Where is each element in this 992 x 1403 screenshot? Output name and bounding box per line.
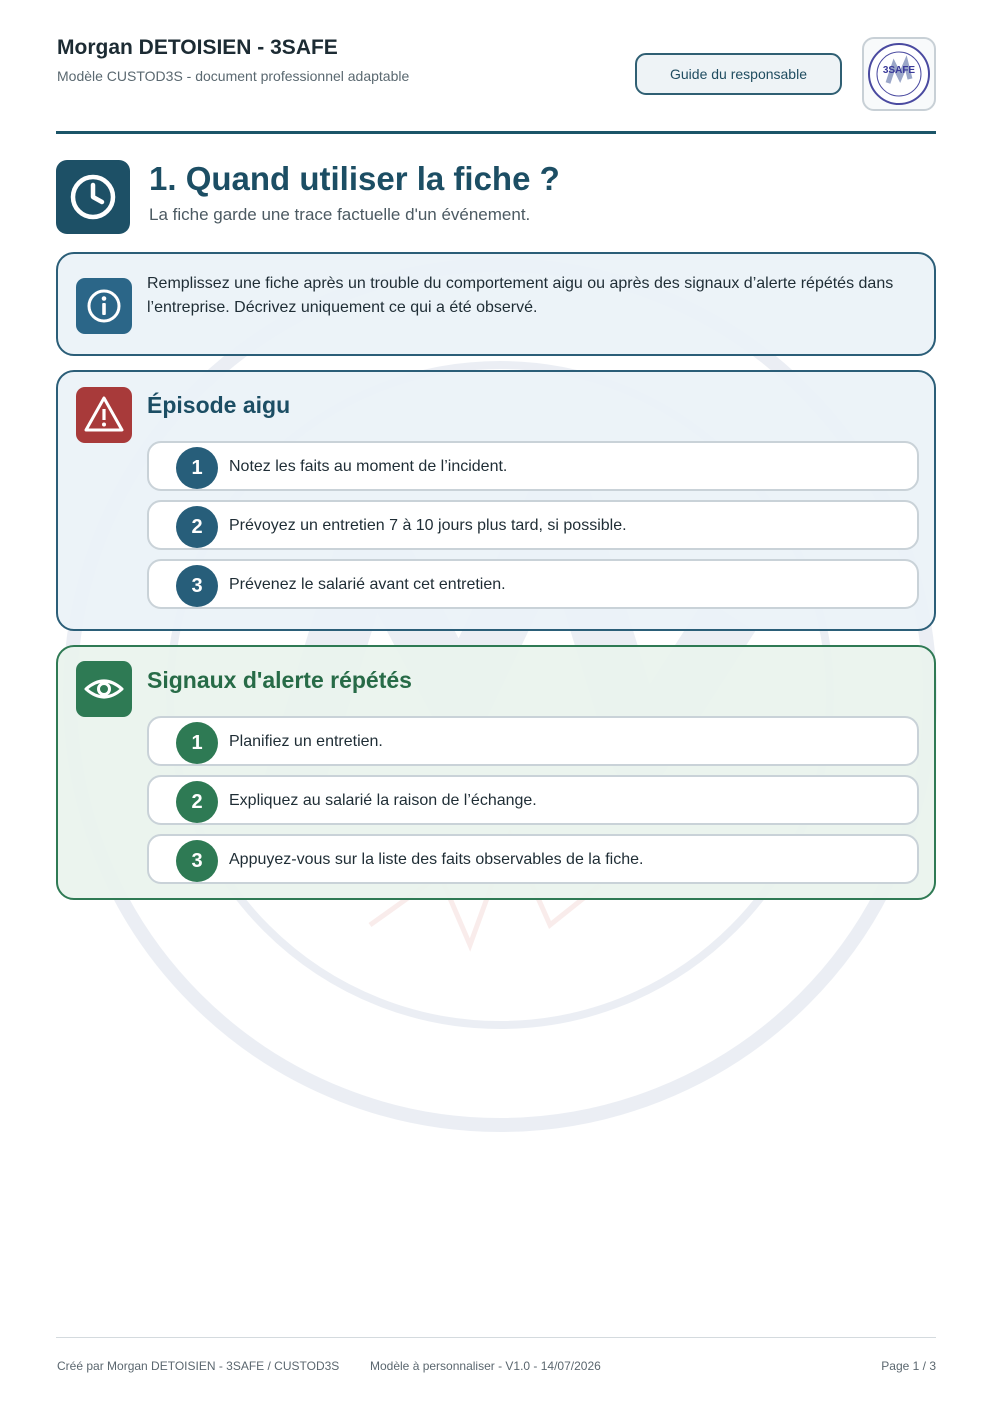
acute-episode-title: Épisode aigu	[147, 392, 291, 418]
warning-icon	[76, 387, 132, 443]
step-number-badge: 3	[176, 565, 218, 607]
footer-model-version: Modèle à personnaliser - V1.0 - 14/07/2026	[370, 1359, 601, 1373]
info-box	[56, 252, 936, 356]
step-number-badge: 1	[176, 447, 218, 489]
clock-icon	[56, 160, 130, 234]
step-text: Prévoyez un entretien 7 à 10 jours plus tard, si possible.	[229, 517, 627, 534]
step-text: Planifiez un entretien.	[229, 733, 383, 750]
step-text: Expliquez au salarié la raison de l’échange.	[229, 792, 537, 809]
info-icon	[76, 278, 132, 334]
company-logo	[862, 37, 936, 111]
step-text: Notez les faits au moment de l’incident.	[229, 458, 508, 475]
header-divider	[56, 131, 936, 134]
document-subtitle: Modèle CUSTOD3S - document professionnel adaptable	[57, 68, 410, 84]
step-number-badge: 1	[176, 722, 218, 764]
signals-step-2	[147, 775, 919, 825]
step-text: Appuyez-vous sur la liste des faits observables de la fiche.	[229, 851, 644, 868]
section-title: 1. Quand utiliser la fiche ?	[149, 160, 560, 197]
step-number-badge: 2	[176, 781, 218, 823]
step-text: Prévenez le salarié avant cet entretien.	[229, 576, 506, 593]
logo-stamp-icon	[864, 39, 934, 109]
svg-text:3SAFE: 3SAFE	[882, 65, 916, 76]
section-subtitle: La fiche garde une trace factuelle d'un événement.	[149, 205, 531, 224]
signals-step-1	[147, 716, 919, 766]
guide-button[interactable]: Guide du responsable	[635, 53, 842, 95]
page-number: Page 1 / 3	[881, 1359, 936, 1373]
acute-step-2	[147, 500, 919, 550]
eye-icon	[76, 661, 132, 717]
acute-episode-card	[56, 370, 936, 631]
step-number-badge: 2	[176, 506, 218, 548]
repeated-signals-title: Signaux d'alerte répétés	[147, 667, 412, 693]
repeated-signals-card	[56, 645, 936, 900]
document-author-title: Morgan DETOISIEN - 3SAFE	[57, 36, 338, 59]
info-text: Remplissez une fiche après un trouble du comportement aigu ou après des signaux d’alerte répétés dans l’entreprise. Décrivez uniquement ce qui a été observé.	[147, 275, 894, 316]
footer-creator: Créé par Morgan DETOISIEN - 3SAFE / CUSTOD3S	[57, 1359, 340, 1373]
acute-step-1	[147, 441, 919, 491]
step-number-badge: 3	[176, 840, 218, 882]
acute-step-3	[147, 559, 919, 609]
signals-step-3	[147, 834, 919, 884]
footer-divider	[56, 1337, 936, 1338]
